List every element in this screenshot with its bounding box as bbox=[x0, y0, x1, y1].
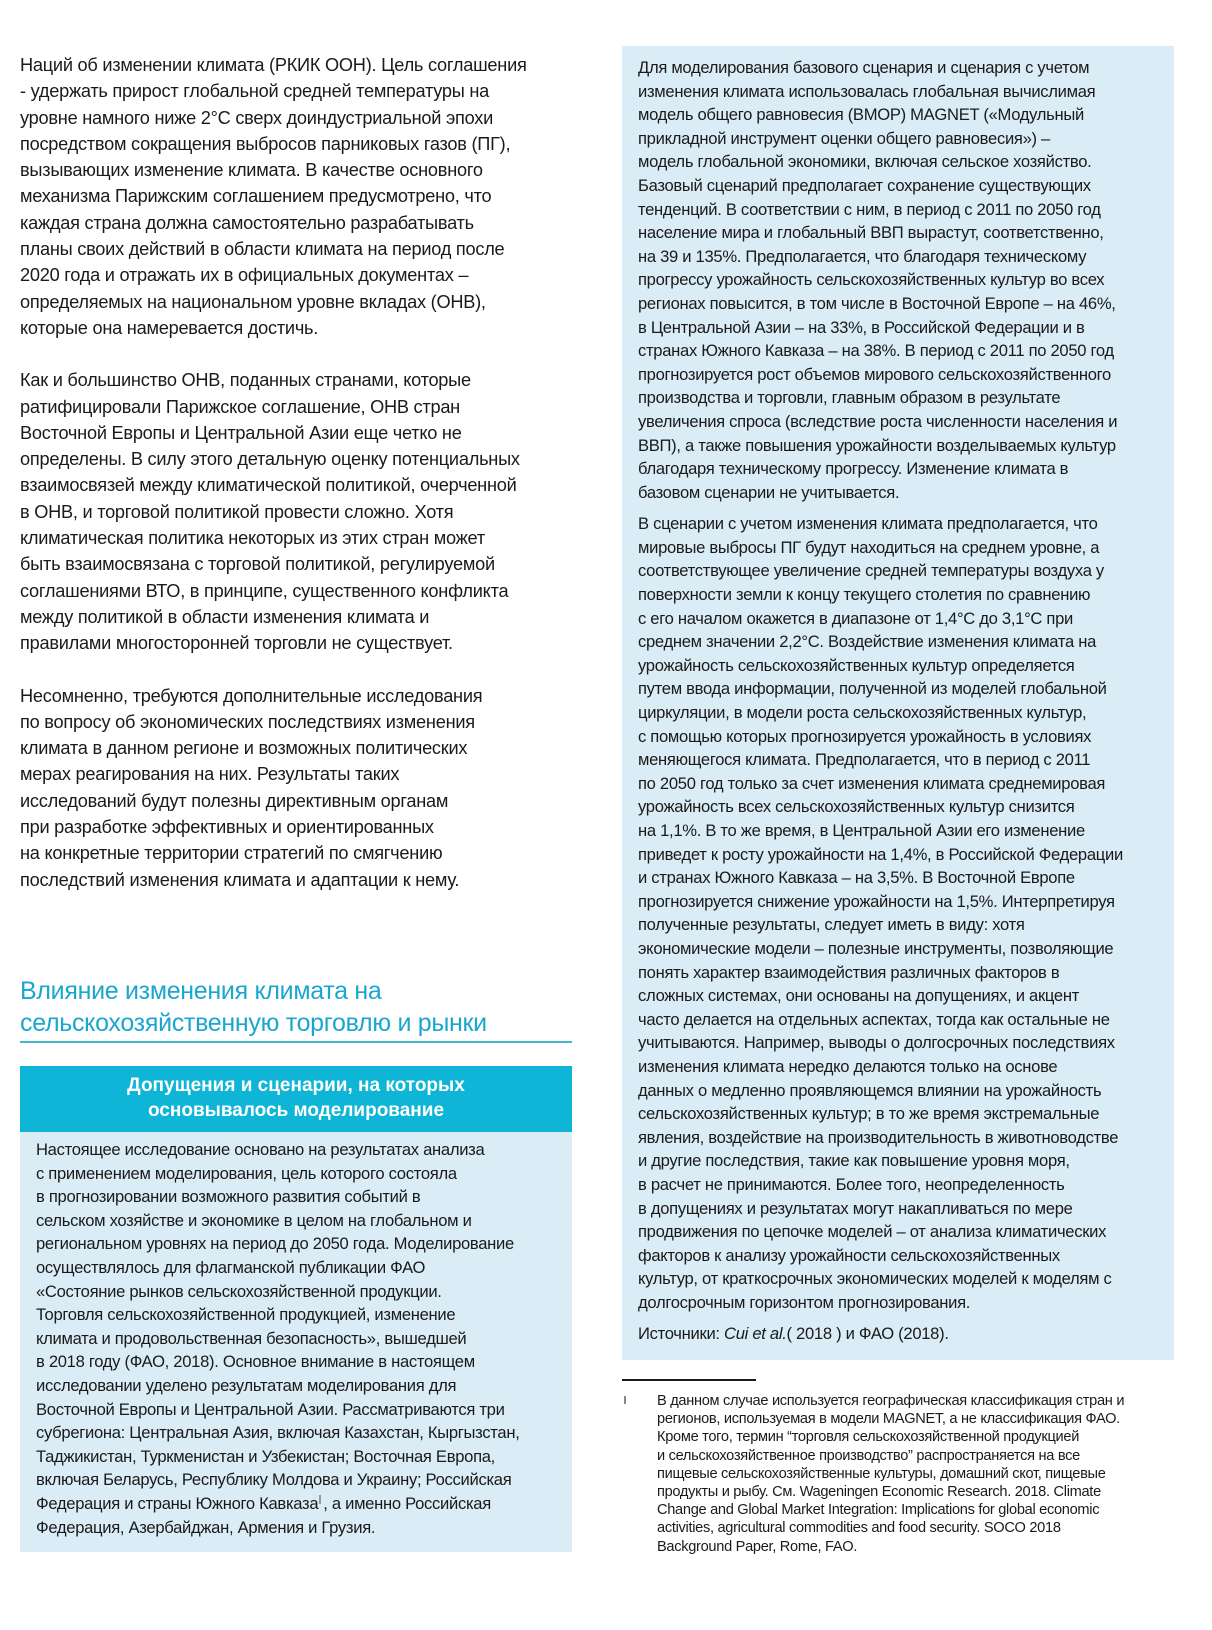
text-line: Для моделирования базового сценария и сценария с учетом bbox=[638, 58, 1090, 77]
text-line: планы своих действий в области климата на период после bbox=[20, 239, 505, 260]
text-line: в прогнозировании возможного развития событий в bbox=[36, 1187, 421, 1207]
footnote-line: Кроме того, термин “торговля сельскохозяйственной продукцией bbox=[657, 1429, 1080, 1446]
text-line: соглашениями ВТО, в принципе, существенного конфликта bbox=[20, 580, 509, 601]
text-line: полученные результаты, следует иметь в виду: хотя bbox=[638, 915, 1025, 935]
text-line: Восточной Европы и Центральной Азии еще четко не bbox=[20, 422, 462, 443]
text-line: путем ввода информации, полученной из моделей глобальной bbox=[638, 679, 1107, 699]
text-line: население мира и глобальный ВВП вырастут, соответственно, bbox=[638, 223, 1104, 243]
text-line: определяемых на национальном уровне вкладах (ОНВ), bbox=[20, 291, 486, 312]
text-line: осуществлялось для флагманской публикации ФАО bbox=[36, 1257, 426, 1277]
text-line: механизма Парижским соглашением предусмотрено, что bbox=[20, 186, 492, 207]
footnote-line: регионов, используемая в модели MAGNET, а не классификация ФАО. bbox=[657, 1411, 1120, 1428]
text-line: сложных системах, они основаны на допущениях, и акцент bbox=[638, 986, 1080, 1006]
sources-line bbox=[638, 1322, 1174, 1346]
text-line: в допущениях и результатах могут накапливаться по мере bbox=[638, 1198, 1073, 1218]
footnote-line: и сельскохозяйственное производство” распространяется на все bbox=[657, 1447, 1080, 1464]
text-line: прикладной инструмент оценки общего равновесия») – bbox=[638, 128, 1050, 148]
text-line: ВВП), а также повышения урожайности возделываемых культур bbox=[638, 435, 1116, 455]
text-line: с его началом окажется в диапазоне от 1,4°С до 3,1°С при bbox=[638, 608, 1074, 628]
sources-author: Cui et al. bbox=[724, 1324, 787, 1344]
text-line-with-footnote bbox=[36, 1492, 572, 1516]
text-line: которые она намеревается достичь. bbox=[20, 317, 319, 338]
text-line: вызывающих изменение климата. В качестве основного bbox=[20, 160, 483, 181]
text-line: урожайность всех сельскохозяйственных культур снизится bbox=[638, 797, 1075, 817]
left-column bbox=[20, 52, 576, 919]
text-line: уровне намного ниже 2°С сверх доиндустриальной эпохи bbox=[20, 107, 494, 128]
text-line: соответствующее увеличение средней температуры воздуха у bbox=[638, 561, 1104, 581]
text-line: Восточной Европы и Центральной Азии. Рассматриваются три bbox=[36, 1399, 505, 1419]
text-line: 2020 года и отражать их в официальных документах – bbox=[20, 265, 469, 286]
text-line: продвижения по цепочке моделей – от анализа климатических bbox=[638, 1222, 1107, 1242]
text-line: взаимосвязей между климатической политикой, очерченной bbox=[20, 475, 517, 496]
text-line: быть взаимосвязана с торговой политикой, регулируемой bbox=[20, 554, 495, 575]
text-line: сельскохозяйственных культур; в то же время экстремальные bbox=[638, 1104, 1100, 1124]
footnote-line: activities, agricultural commodities and food security. SOCO 2018 bbox=[657, 1520, 1061, 1537]
text-line: благодаря техническому прогрессу. Изменение климата в bbox=[638, 459, 1069, 479]
paragraph-climate-scenario bbox=[638, 512, 1174, 1314]
model-description-body bbox=[622, 46, 1174, 1346]
sources-prefix: Источники: bbox=[638, 1324, 725, 1344]
text-line: Несомненно, требуются дополнительные исследования bbox=[20, 685, 483, 706]
assumptions-box-body bbox=[20, 1132, 572, 1539]
text-line: Федерация, Азербайджан, Армения и Грузия. bbox=[36, 1517, 376, 1537]
text-line: в расчет не принимаются. Более того, неопределенность bbox=[638, 1174, 1065, 1194]
footnote-marker-icon bbox=[624, 1396, 626, 1404]
footnote-line: продукты и рыбу. См. Wageningen Economic Research. 2018. Climate bbox=[657, 1484, 1101, 1501]
text-line: ратифицировали Парижское соглашение, ОНВ стран bbox=[20, 396, 460, 417]
text-line: изменения климата использовалась глобальная вычислимая bbox=[638, 81, 1096, 101]
sources-suffix: ( 2018 ) и ФАО (2018). bbox=[786, 1324, 949, 1344]
text-line: между политикой в области изменения климата и bbox=[20, 606, 430, 627]
text-line: на 39 и 135%. Предполагается, что благодаря техническому bbox=[638, 246, 1087, 266]
text-segment: Федерация и страны Южного Кавказа bbox=[36, 1493, 319, 1513]
text-line: долгосрочным горизонтом прогнозирования. bbox=[638, 1292, 971, 1312]
text-line: по вопросу об экономических последствиях изменения bbox=[20, 711, 475, 732]
text-line: посредством сокращения выбросов парниковых газов (ПГ), bbox=[20, 133, 511, 154]
text-line: субрегиона: Центральная Азия, включая Казахстан, Кыргызстан, bbox=[36, 1423, 520, 1443]
text-line: приведет к росту урожайности на 1,4%, в Российской Федерации bbox=[638, 844, 1123, 864]
text-line: - удержать прирост глобальной средней температуры на bbox=[20, 81, 490, 102]
footnote-reference-link[interactable] bbox=[319, 1495, 321, 1504]
text-line: культур, от краткосрочных экономических моделей к моделям с bbox=[638, 1269, 1112, 1289]
text-line: урожайность сельскохозяйственных культур определяется bbox=[638, 655, 1075, 675]
paragraph-baseline-scenario bbox=[638, 56, 1174, 504]
text-segment: , а именно Российская bbox=[323, 1493, 491, 1513]
text-line: в 2018 году (ФАО, 2018). Основное внимание в настоящем bbox=[36, 1352, 475, 1372]
text-line: явления, воздействие на производительность в животноводстве bbox=[638, 1127, 1119, 1147]
text-line: Наций об изменении климата (РКИК ООН). Цель соглашения bbox=[20, 55, 527, 75]
text-line: часто делается на отдельных аспектах, тогда как остальные не bbox=[638, 1009, 1110, 1029]
text-line: экономические модели – полезные инструменты, позволяющие bbox=[638, 938, 1114, 958]
text-line: изменения климата нередко делаются только на основе bbox=[638, 1056, 1058, 1076]
text-line: региональном уровнях на период до 2050 года. Моделирование bbox=[36, 1234, 514, 1254]
text-line: с помощью которых прогнозируется урожайность в условиях bbox=[638, 726, 1092, 746]
text-line: учитываются. Например, выводы о долгосрочных последствиях bbox=[638, 1033, 1115, 1053]
model-description-box bbox=[622, 46, 1174, 1360]
text-line: Торговля сельскохозяйственной продукцией, изменение bbox=[36, 1305, 456, 1325]
footnote bbox=[657, 1392, 1177, 1556]
text-line: климатическая политика некоторых из этих стран может bbox=[20, 528, 485, 549]
footnote-divider bbox=[622, 1379, 756, 1381]
text-line: климата в данном регионе и возможных политических bbox=[20, 738, 468, 759]
text-line: на конкретные территории стратегий по смягчению bbox=[20, 843, 443, 864]
text-line: определены. В силу этого детальную оценку потенциальных bbox=[20, 449, 520, 470]
text-line: «Состояние рынков сельскохозяйственной продукции. bbox=[36, 1281, 442, 1301]
text-line: мировые выбросы ПГ будут находиться на среднем уровне, а bbox=[638, 537, 1100, 557]
text-line: базовом сценарии не учитывается. bbox=[638, 482, 900, 502]
box-header-line: Допущения и сценарии, на которых bbox=[127, 1075, 465, 1096]
text-line: производства и торговли, главным образом в результате bbox=[638, 388, 1061, 408]
text-line: по 2050 год только за счет изменения климата среднемировая bbox=[638, 773, 1106, 793]
text-line: с применением моделирования, цель которого состояла bbox=[36, 1163, 457, 1183]
text-line: данных о медленно проявляющемся влиянии на урожайность bbox=[638, 1080, 1102, 1100]
footnote-line: Background Paper, Rome, FAO. bbox=[657, 1538, 858, 1555]
text-line: увеличения спроса (вследствие роста численности населения и bbox=[638, 411, 1118, 431]
text-line: в Центральной Азии – на 33%, в Российской Федерации и в bbox=[638, 317, 1085, 337]
text-line: Настоящее исследование основано на результатах анализа bbox=[36, 1140, 485, 1159]
text-line: Таджикистан, Туркменистан и Узбекистан; Восточная Европа, bbox=[36, 1446, 495, 1466]
paragraph-further-research bbox=[20, 683, 576, 893]
text-line: при разработке эффективных и ориентированных bbox=[20, 817, 434, 838]
paragraph-ndc bbox=[20, 367, 576, 656]
footnote-line: В данном случае используется географическая классификация стран и bbox=[657, 1393, 1125, 1409]
text-line: сельском хозяйстве и экономике в целом на глобальном и bbox=[36, 1210, 472, 1230]
text-line: циркуляции, в модели роста сельскохозяйственных культур, bbox=[638, 703, 1087, 723]
text-line: и странах Южного Кавказа – на 3,5%. В Восточной Европе bbox=[638, 868, 1075, 888]
text-line: мерах реагирования на них. Результаты таких bbox=[20, 764, 400, 785]
footnote-line: пищевые сельскохозяйственные культуры, домашний скот, пищевые bbox=[657, 1465, 1106, 1482]
text-line: модель глобальной экономики, включая сельское хозяйство. bbox=[638, 152, 1092, 172]
assumptions-box-header bbox=[20, 1066, 572, 1132]
text-line: понять характер взаимодействия различных факторов в bbox=[638, 962, 1060, 982]
text-line: последствий изменения климата и адаптации к нему. bbox=[20, 869, 460, 890]
text-line: и другие последствия, такие как повышение уровня моря, bbox=[638, 1151, 1070, 1171]
text-line: каждая страна должна самостоятельно разрабатывать bbox=[20, 212, 474, 233]
text-line: правилами многосторонней торговли не существует. bbox=[20, 633, 453, 654]
text-line: среднем значении 2,2°С. Воздействие изменения климата на bbox=[638, 632, 1097, 652]
text-line: исследований будут полезны директивным органам bbox=[20, 790, 449, 811]
text-line: Как и большинство ОНВ, поданных странами, которые bbox=[20, 370, 471, 391]
text-line: исследовании уделено результатам моделирования для bbox=[36, 1375, 457, 1395]
text-line: меняющегося климата. Предполагается, что в период с 2011 bbox=[638, 750, 1091, 770]
text-line: прогнозируется снижение урожайности на 1,5%. Интерпретируя bbox=[638, 891, 1115, 911]
text-line: тенденций. В соответствии с ним, в период с 2011 по 2050 год bbox=[638, 199, 1101, 219]
text-line: поверхности земли к концу текущего столетия по сравнению bbox=[638, 585, 1091, 605]
text-line: прогнозируется рост объемов мирового сельскохозяйственного bbox=[638, 364, 1111, 384]
section-heading bbox=[20, 975, 572, 1039]
text-line: модель общего равновесия (ВМОР) MAGNET («Модульный bbox=[638, 105, 1084, 125]
section-divider bbox=[20, 1041, 572, 1043]
paragraph-paris-agreement bbox=[20, 52, 576, 341]
text-line: странах Южного Кавказа – на 38%. В период с 2011 по 2050 год bbox=[638, 341, 1114, 361]
box-header-line: основывалось моделирование bbox=[147, 1100, 445, 1121]
text-line: факторов к анализу урожайности сельскохозяйственных bbox=[638, 1245, 1060, 1265]
text-line: климата и продовольственная безопасность», вышедшей bbox=[36, 1328, 467, 1348]
text-line: прогрессу урожайность сельскохозяйственных культур во всех bbox=[638, 270, 1105, 290]
text-line: на 1,1%. В то же время, в Центральной Азии его изменение bbox=[638, 821, 1085, 840]
text-line: включая Беларусь, Республику Молдова и Украину; Российская bbox=[36, 1470, 512, 1490]
text-line: В сценарии с учетом изменения климата предполагается, что bbox=[638, 514, 1098, 534]
text-line: в ОНВ, и торговой политикой провести сложно. Хотя bbox=[20, 501, 454, 522]
assumptions-box bbox=[20, 1066, 572, 1552]
heading-line: сельскохозяйственную торговлю и рынки bbox=[20, 1009, 487, 1037]
heading-line: Влияние изменения климата на bbox=[20, 977, 382, 1005]
text-line: регионах повысится, в том числе в Восточной Европе – на 46%, bbox=[638, 293, 1116, 313]
footnote-line: Change and Global Market Integration: Implications for global economic bbox=[657, 1502, 1100, 1519]
text-line: Базовый сценарий предполагает сохранение существующих bbox=[638, 175, 1091, 195]
